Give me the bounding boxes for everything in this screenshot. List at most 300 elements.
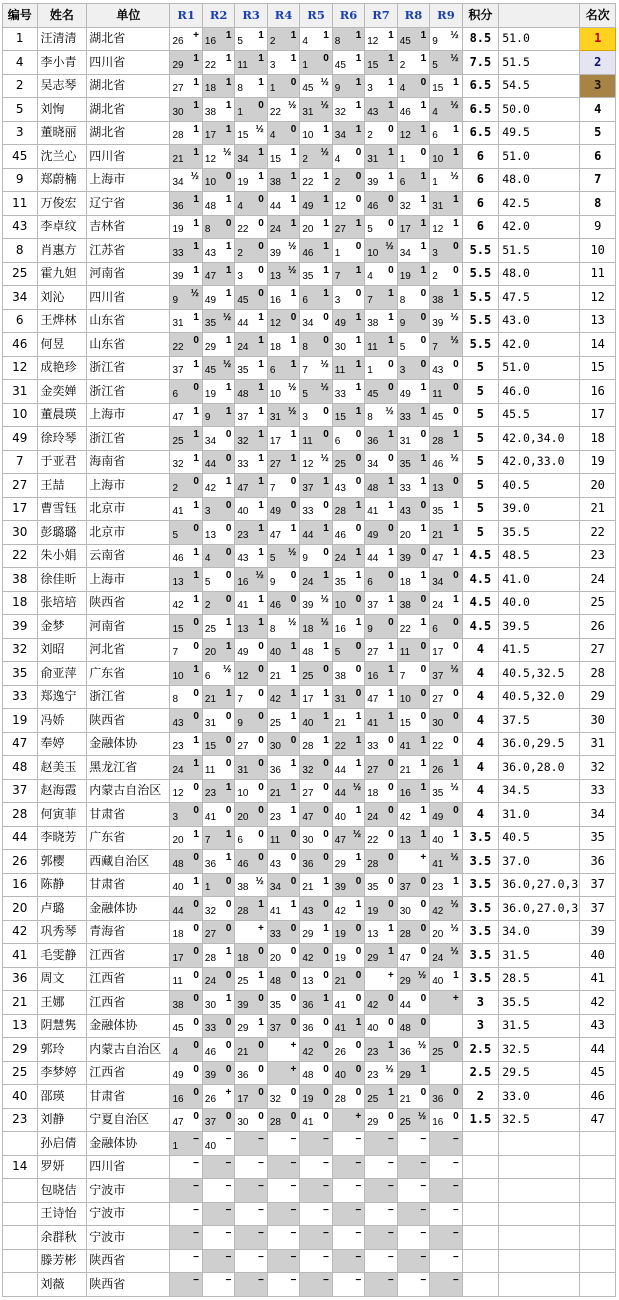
player-id: 45 bbox=[3, 145, 38, 169]
round-result: − bbox=[258, 1181, 264, 1192]
opponent-number: 34 bbox=[302, 318, 314, 329]
rank: 30 bbox=[580, 709, 616, 733]
player-name: 郭樱 bbox=[37, 850, 87, 874]
opponent-number: 22 bbox=[367, 835, 379, 846]
round-result: 1 bbox=[453, 123, 459, 135]
tiebreak: 36.0,27.0,3 bbox=[499, 873, 580, 897]
round-cell-r3 bbox=[235, 168, 267, 192]
table-row bbox=[3, 920, 616, 944]
player-id: 22 bbox=[3, 544, 38, 568]
round-cell-r3 bbox=[235, 1061, 267, 1085]
opponent-number: 25 bbox=[172, 435, 184, 447]
rank bbox=[580, 1155, 616, 1179]
round-cell-r4 bbox=[267, 98, 299, 122]
table-row bbox=[3, 709, 616, 733]
round-cell-r8 bbox=[397, 121, 429, 145]
round-result: 0 bbox=[193, 899, 199, 910]
opponent-number: 30 bbox=[204, 999, 217, 1011]
player-unit: 甘肃省 bbox=[87, 803, 170, 827]
opponent-number: 41 bbox=[204, 811, 217, 823]
opponent-number: 7 bbox=[399, 670, 406, 682]
table-row bbox=[3, 51, 616, 75]
round-cell-r4 bbox=[267, 27, 299, 51]
rank: 6 bbox=[580, 145, 616, 169]
opponent-number: 13 bbox=[204, 529, 217, 541]
round-cell-r7 bbox=[365, 145, 397, 169]
round-cell-r9 bbox=[430, 638, 462, 662]
opponent-number: 10 bbox=[334, 600, 346, 611]
round-cell-r6 bbox=[332, 967, 364, 991]
opponent-number: 38 bbox=[399, 600, 411, 611]
table-row bbox=[3, 192, 616, 216]
tiebreak: 34.5 bbox=[499, 779, 580, 803]
table-row bbox=[3, 27, 616, 51]
round-cell-r7 bbox=[365, 1273, 397, 1297]
opponent-number: 5 bbox=[172, 529, 178, 541]
round-result: 1 bbox=[290, 640, 297, 652]
opponent-number: 8 bbox=[367, 412, 373, 423]
score: 3.5 bbox=[462, 873, 499, 897]
table-row bbox=[3, 568, 616, 592]
opponent-number: 37 bbox=[367, 600, 379, 611]
opponent-number: 7 bbox=[302, 365, 308, 376]
opponent-number: 19 bbox=[237, 177, 249, 188]
round-result: 1 bbox=[355, 53, 362, 64]
round-result: 0 bbox=[193, 687, 199, 699]
opponent-number: 36 bbox=[432, 1093, 444, 1105]
player-unit: 金融体协 bbox=[87, 1132, 170, 1156]
score: 1.5 bbox=[462, 1108, 499, 1132]
score: 8.5 bbox=[462, 27, 499, 51]
score: 5 bbox=[462, 474, 499, 498]
opponent-number: 38 bbox=[172, 999, 184, 1011]
round-cell-r5 bbox=[300, 685, 332, 709]
round-result: 0 bbox=[420, 875, 427, 887]
table-row bbox=[3, 1155, 616, 1179]
round-cell-r8 bbox=[397, 638, 429, 662]
opponent-number: 31 bbox=[367, 153, 379, 165]
score bbox=[462, 1226, 499, 1250]
opponent-number: 11 bbox=[432, 388, 443, 400]
table-row bbox=[3, 756, 616, 780]
standings-body bbox=[3, 27, 616, 1296]
round-cell-r4 bbox=[267, 1132, 299, 1156]
round-cell-r3 bbox=[235, 192, 267, 216]
opponent-number: 40 bbox=[172, 882, 184, 893]
opponent-number: 30 bbox=[334, 341, 346, 353]
round-result: 0 bbox=[193, 711, 199, 722]
score bbox=[462, 1202, 499, 1226]
round-result: 1 bbox=[388, 1040, 394, 1051]
score bbox=[462, 1132, 499, 1156]
score: 4 bbox=[462, 685, 499, 709]
header-r1: R1 bbox=[170, 4, 202, 28]
round-cell-r2 bbox=[202, 98, 234, 122]
rank bbox=[580, 1249, 616, 1273]
opponent-number: 39 bbox=[302, 600, 314, 611]
rank: 47 bbox=[580, 1108, 616, 1132]
round-result: 0 bbox=[388, 382, 394, 393]
round-result: 1 bbox=[323, 264, 329, 276]
round-result: ½ bbox=[320, 100, 329, 111]
round-result: 0 bbox=[258, 1110, 264, 1122]
player-unit: 上海市 bbox=[87, 568, 170, 592]
round-cell-r7 bbox=[365, 991, 397, 1015]
opponent-number: 20 bbox=[432, 929, 444, 940]
player-name: 成艳珍 bbox=[37, 356, 87, 380]
opponent-number: 9 bbox=[334, 83, 341, 94]
player-id: 12 bbox=[3, 356, 38, 380]
round-result: 0 bbox=[225, 758, 232, 769]
opponent-number: 37 bbox=[432, 670, 444, 682]
opponent-number: 48 bbox=[172, 858, 184, 870]
round-result: 1 bbox=[193, 452, 199, 464]
round-cell-r8 bbox=[397, 944, 429, 968]
score: 3.5 bbox=[462, 850, 499, 874]
rank: 44 bbox=[580, 1038, 616, 1062]
opponent-number: 17 bbox=[432, 647, 444, 658]
round-result: 1 bbox=[193, 264, 199, 276]
opponent-number: 12 bbox=[432, 224, 444, 235]
player-name: 徐玲琴 bbox=[37, 427, 87, 451]
opponent-number: 10 bbox=[269, 388, 281, 400]
round-result: 1 bbox=[355, 335, 362, 346]
round-cell-r5 bbox=[300, 521, 332, 545]
round-result: − bbox=[225, 1204, 232, 1216]
score: 6 bbox=[462, 145, 499, 169]
round-result: 1 bbox=[323, 640, 329, 652]
table-row bbox=[3, 74, 616, 98]
table-row bbox=[3, 638, 616, 662]
opponent-number: 11 bbox=[302, 435, 313, 447]
opponent-number: 36 bbox=[302, 999, 314, 1011]
player-unit: 四川省 bbox=[87, 286, 170, 310]
round-cell-r9 bbox=[430, 262, 462, 286]
opponent-number: 28 bbox=[399, 929, 411, 940]
round-cell-r1 bbox=[170, 450, 202, 474]
round-cell-r2 bbox=[202, 779, 234, 803]
round-cell-r6 bbox=[332, 850, 364, 874]
player-name: 金奕婵 bbox=[37, 380, 87, 404]
opponent-number: 2 bbox=[269, 36, 276, 47]
tiebreak: 36.0,28.0 bbox=[499, 756, 580, 780]
opponent-number: 7 bbox=[432, 341, 438, 353]
round-cell-r2 bbox=[202, 615, 234, 639]
round-result: 0 bbox=[258, 1087, 264, 1098]
round-result: ½ bbox=[190, 288, 199, 299]
round-cell-r9 bbox=[430, 991, 462, 1015]
round-cell-r5 bbox=[300, 121, 332, 145]
opponent-number: 4 bbox=[172, 1046, 178, 1058]
round-result: 0 bbox=[453, 476, 459, 487]
tiebreak bbox=[499, 1179, 580, 1203]
round-result: 1 bbox=[453, 828, 459, 840]
round-result: ½ bbox=[287, 241, 297, 252]
round-result: 0 bbox=[290, 476, 297, 487]
round-result: 0 bbox=[355, 476, 362, 487]
opponent-number: 41 bbox=[334, 1023, 346, 1034]
player-unit: 湖北省 bbox=[87, 74, 170, 98]
tiebreak bbox=[499, 1273, 580, 1297]
opponent-number: 47 bbox=[172, 1117, 184, 1128]
opponent-number: 42 bbox=[302, 952, 314, 964]
tiebreak: 40.5 bbox=[499, 826, 580, 850]
player-id: 26 bbox=[3, 850, 38, 874]
round-cell-r3 bbox=[235, 309, 267, 333]
tiebreak bbox=[499, 1132, 580, 1156]
round-cell-r4 bbox=[267, 544, 299, 568]
round-result: + bbox=[193, 29, 199, 41]
opponent-number: 7 bbox=[269, 482, 276, 494]
rank: 18 bbox=[580, 427, 616, 451]
round-cell-r3 bbox=[235, 615, 267, 639]
round-cell-r4 bbox=[267, 74, 299, 98]
round-result: 1 bbox=[290, 170, 297, 182]
round-result: 0 bbox=[225, 217, 232, 229]
tiebreak: 40.5,32.5 bbox=[499, 662, 580, 686]
round-cell-r8 bbox=[397, 1226, 429, 1250]
opponent-number: 23 bbox=[367, 1046, 379, 1058]
round-result: 1 bbox=[258, 29, 264, 41]
round-cell-r1 bbox=[170, 380, 202, 404]
round-result: 1 bbox=[225, 53, 232, 64]
round-cell-r8 bbox=[397, 168, 429, 192]
score: 4.5 bbox=[462, 568, 499, 592]
round-result: 1 bbox=[355, 76, 362, 88]
round-cell-r4 bbox=[267, 850, 299, 874]
player-unit: 陕西省 bbox=[87, 709, 170, 733]
opponent-number: 41 bbox=[302, 1117, 314, 1128]
round-result: 0 bbox=[258, 734, 264, 746]
tiebreak bbox=[499, 1226, 580, 1250]
table-row bbox=[3, 450, 616, 474]
round-result: 1 bbox=[290, 147, 297, 158]
round-result: 0 bbox=[290, 499, 297, 511]
round-result: 0 bbox=[453, 570, 459, 581]
player-unit: 湖北省 bbox=[87, 98, 170, 122]
opponent-number: 4 bbox=[269, 130, 276, 141]
round-result: 0 bbox=[355, 429, 362, 440]
rank: 9 bbox=[580, 215, 616, 239]
round-result: 0 bbox=[420, 358, 427, 370]
opponent-number: 36 bbox=[399, 1046, 411, 1058]
round-result: 1 bbox=[258, 429, 264, 440]
opponent-number: 42 bbox=[204, 482, 217, 494]
round-cell-r9 bbox=[430, 309, 462, 333]
round-cell-r4 bbox=[267, 1085, 299, 1109]
player-name: 陈静 bbox=[37, 873, 87, 897]
round-result: 1 bbox=[355, 1016, 362, 1028]
round-result: 1 bbox=[453, 758, 459, 769]
round-result: 0 bbox=[258, 711, 264, 722]
round-result: 1 bbox=[323, 288, 329, 299]
round-cell-r2 bbox=[202, 897, 234, 921]
opponent-number: 13 bbox=[432, 482, 444, 494]
round-cell-r1 bbox=[170, 121, 202, 145]
opponent-number: 1 bbox=[399, 153, 406, 165]
round-cell-r2 bbox=[202, 309, 234, 333]
opponent-number: 28 bbox=[367, 858, 379, 870]
round-result: 1 bbox=[193, 76, 199, 88]
round-cell-r1 bbox=[170, 1061, 202, 1085]
round-cell-r9 bbox=[430, 356, 462, 380]
opponent-number: 23 bbox=[204, 788, 217, 799]
opponent-number: 5 bbox=[302, 388, 308, 400]
table-row bbox=[3, 1061, 616, 1085]
rank: 10 bbox=[580, 239, 616, 263]
round-cell-r6 bbox=[332, 51, 364, 75]
round-result: − bbox=[258, 1251, 264, 1263]
round-result: 0 bbox=[388, 570, 394, 581]
round-cell-r9 bbox=[430, 967, 462, 991]
player-unit: 黑龙江省 bbox=[87, 756, 170, 780]
round-cell-r3 bbox=[235, 991, 267, 1015]
round-result: 1 bbox=[193, 499, 199, 511]
opponent-number: 42 bbox=[334, 905, 346, 917]
round-result: 0 bbox=[258, 640, 264, 652]
round-result: 1 bbox=[355, 617, 362, 628]
round-cell-r3 bbox=[235, 1038, 267, 1062]
round-result: 0 bbox=[355, 194, 362, 205]
round-result: − bbox=[452, 1134, 459, 1145]
round-cell-r2 bbox=[202, 803, 234, 827]
round-result: 1 bbox=[258, 76, 264, 88]
round-cell-r2 bbox=[202, 756, 234, 780]
opponent-number: 31 bbox=[237, 764, 249, 776]
opponent-number: 18 bbox=[204, 83, 217, 94]
round-result: − bbox=[322, 1181, 329, 1192]
round-result: 1 bbox=[323, 523, 329, 534]
rank: 31 bbox=[580, 732, 616, 756]
round-cell-r5 bbox=[300, 333, 332, 357]
score: 5.5 bbox=[462, 286, 499, 310]
round-result: 1 bbox=[355, 852, 362, 863]
round-result: 1 bbox=[290, 523, 297, 534]
round-result: 1 bbox=[193, 664, 199, 675]
header-score: 积分 bbox=[462, 4, 499, 28]
round-result: 0 bbox=[355, 993, 362, 1004]
round-cell-r2 bbox=[202, 1179, 234, 1203]
opponent-number: 15 bbox=[269, 153, 281, 165]
header-r2: R2 bbox=[202, 4, 234, 28]
round-result: 1 bbox=[290, 288, 297, 299]
round-cell-r8 bbox=[397, 98, 429, 122]
round-cell-r3 bbox=[235, 920, 267, 944]
opponent-number: 32 bbox=[237, 435, 249, 447]
opponent-number: 33 bbox=[367, 741, 379, 752]
score: 7.5 bbox=[462, 51, 499, 75]
round-result: 0 bbox=[323, 1087, 329, 1098]
player-name: 何昱 bbox=[37, 333, 87, 357]
opponent-number: 18 bbox=[367, 788, 379, 799]
round-result: − bbox=[452, 1204, 459, 1216]
round-cell-r8 bbox=[397, 685, 429, 709]
round-result: − bbox=[355, 1228, 362, 1239]
round-cell-r5 bbox=[300, 286, 332, 310]
player-name: 俞亚萍 bbox=[37, 662, 87, 686]
player-unit: 内蒙古自治区 bbox=[87, 779, 170, 803]
player-unit: 广东省 bbox=[87, 662, 170, 686]
round-result: 1 bbox=[225, 640, 232, 652]
round-cell-r3 bbox=[235, 873, 267, 897]
round-result: 1 bbox=[225, 781, 232, 793]
round-cell-r9 bbox=[430, 497, 462, 521]
round-result: − bbox=[420, 1134, 427, 1145]
round-cell-r6 bbox=[332, 168, 364, 192]
opponent-number: 28 bbox=[269, 1117, 281, 1128]
round-result: 1 bbox=[355, 734, 362, 746]
round-cell-r8 bbox=[397, 756, 429, 780]
opponent-number: 12 bbox=[269, 318, 281, 329]
round-cell-r7 bbox=[365, 591, 397, 615]
round-cell-r6 bbox=[332, 1061, 364, 1085]
opponent-number: 26 bbox=[432, 764, 444, 776]
round-result: ½ bbox=[320, 452, 329, 464]
round-cell-r9 bbox=[430, 920, 462, 944]
round-cell-r5 bbox=[300, 944, 332, 968]
round-cell-r2 bbox=[202, 497, 234, 521]
opponent-number: 34 bbox=[367, 459, 379, 470]
round-cell-r8 bbox=[397, 873, 429, 897]
round-result: 0 bbox=[193, 969, 199, 981]
score: 4.5 bbox=[462, 591, 499, 615]
round-result: 0 bbox=[323, 499, 329, 511]
rank: 43 bbox=[580, 1014, 616, 1038]
round-result: 1 bbox=[193, 53, 199, 64]
round-cell-r4 bbox=[267, 991, 299, 1015]
player-unit: 河南省 bbox=[87, 262, 170, 286]
round-cell-r5 bbox=[300, 98, 332, 122]
round-result: 0 bbox=[258, 687, 264, 699]
round-result: 1 bbox=[420, 523, 427, 534]
round-cell-r8 bbox=[397, 803, 429, 827]
round-result: − bbox=[193, 1134, 199, 1145]
opponent-number: 6 bbox=[269, 365, 276, 376]
opponent-number: 39 bbox=[399, 553, 411, 564]
player-name: 阴慧隽 bbox=[37, 1014, 87, 1038]
round-result: ½ bbox=[320, 76, 329, 88]
round-result: 1 bbox=[420, 452, 427, 464]
opponent-number: 21 bbox=[334, 717, 346, 729]
round-result: ½ bbox=[417, 1040, 427, 1051]
round-result: 0 bbox=[225, 570, 232, 581]
round-cell-r5 bbox=[300, 709, 332, 733]
score: 5 bbox=[462, 356, 499, 380]
round-result: 0 bbox=[323, 546, 329, 558]
player-name: 刘恂 bbox=[37, 98, 87, 122]
round-cell-r2 bbox=[202, 286, 234, 310]
round-cell-r6 bbox=[332, 380, 364, 404]
player-id: 21 bbox=[3, 991, 38, 1015]
round-cell-r3 bbox=[235, 1155, 267, 1179]
opponent-number: 4 bbox=[367, 271, 373, 282]
player-id: 43 bbox=[3, 215, 38, 239]
round-cell-r8 bbox=[397, 709, 429, 733]
round-cell-r1 bbox=[170, 544, 202, 568]
header-r7: R7 bbox=[365, 4, 397, 28]
round-cell-r7 bbox=[365, 497, 397, 521]
round-cell-r5 bbox=[300, 897, 332, 921]
round-result: 0 bbox=[225, 875, 232, 887]
player-name: 霍九妲 bbox=[37, 262, 87, 286]
round-cell-r3 bbox=[235, 779, 267, 803]
opponent-number: 42 bbox=[302, 1046, 314, 1058]
tiebreak: 37.0 bbox=[499, 850, 580, 874]
opponent-number: 4 bbox=[302, 36, 308, 47]
player-id: 32 bbox=[3, 638, 38, 662]
round-cell-r7 bbox=[365, 873, 397, 897]
round-cell-r8 bbox=[397, 474, 429, 498]
